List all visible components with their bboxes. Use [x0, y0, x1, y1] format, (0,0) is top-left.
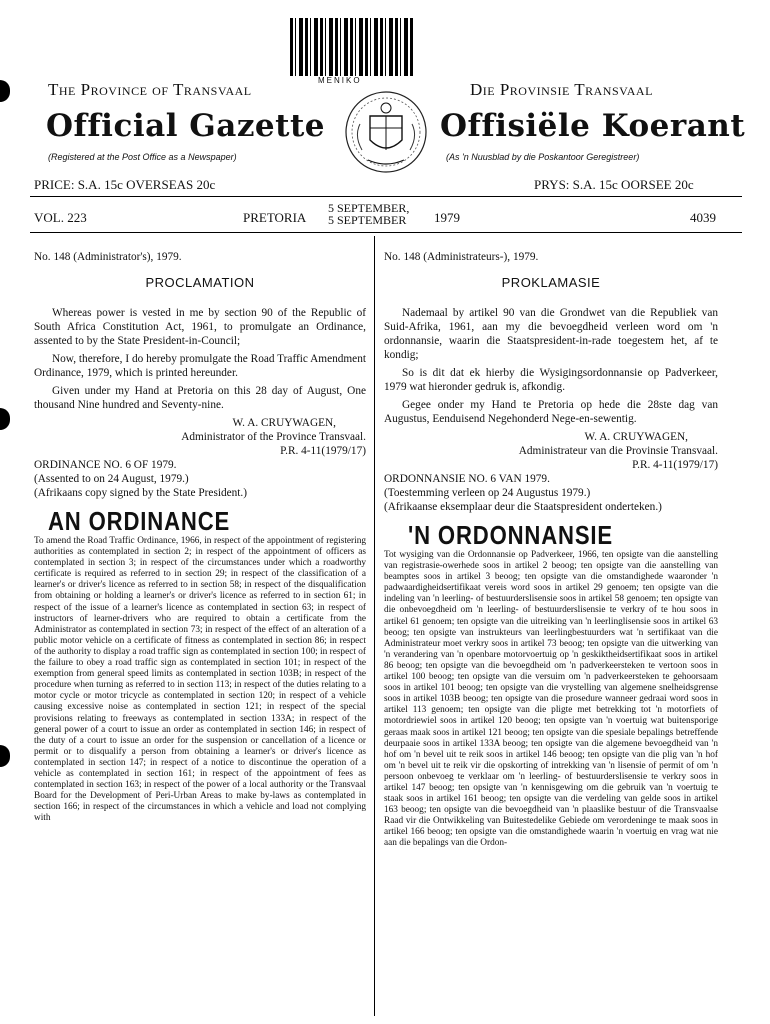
ordinance-title: 'N ORDONNANSIE — [408, 520, 614, 550]
assent-date: (Toestemming verleen op 24 Augustus 1979.) — [384, 487, 591, 499]
ordinance-number: ORDONNANSIE NO. 6 VAN 1979. — [384, 473, 550, 485]
gazette-title-afrikaans: Offisiële Koerant — [440, 108, 746, 144]
place-of-publication: PRETORIA — [243, 210, 307, 225]
price-afrikaans: PRYS: S.A. 15c OORSEE 20c — [534, 177, 694, 192]
proclamation-paragraph: Gegee onder my Hand te Pretoria op hede die 28ste dag van Augustus, Eenduisend Negehonderd Nege-en-sewentig. — [384, 399, 718, 425]
signatory-title: Administrator of the Province Transvaal. — [181, 431, 366, 443]
copy-signed-note: (Afrikaans copy signed by the State President.) — [34, 487, 248, 499]
proclamation-paragraph: Whereas power is vested in me by section 90 of the Republic of South Africa Constitution Act, 1961, to promulgate an Ordinance, assented to by the State President-in-Council; — [34, 307, 366, 347]
left-column-english — [34, 250, 366, 824]
column-divider — [374, 236, 375, 1016]
header-rule-top — [30, 196, 742, 197]
registration-note-afrikaans: (As 'n Nuusblad by die Poskantoor Geregistreer) — [446, 152, 640, 162]
proclamation-paragraph: Now, therefore, I do hereby promulgate the Road Traffic Amendment Ordinance, 1979, which is printed hereunder. — [34, 353, 366, 379]
reference-number: P.R. 4-11(1979/17) — [280, 445, 366, 457]
price-english: PRICE: S.A. 15c OVERSEAS 20c — [34, 177, 216, 192]
punch-hole-mark — [0, 408, 10, 430]
proclamation-heading: PROKLAMASIE — [501, 275, 601, 290]
ordinance-title: AN ORDINANCE — [48, 506, 231, 536]
province-name-afrikaans: Die Provinsie Transvaal — [470, 80, 653, 99]
proclamation-paragraph: Nademaal by artikel 90 van die Grondwet van die Republiek van Suid-Afrika, 1961, aan my die bevoegdheid verleen word om 'n ordonnansie, waarin die Staatspresident-in-rade toegestem het, af te kondig; — [384, 307, 718, 361]
barcode-label: MENIKO — [318, 76, 362, 85]
proclamation-heading: PROCLAMATION — [145, 275, 255, 290]
coat-of-arms-crest — [340, 88, 432, 176]
registration-note-english: (Registered at the Post Office as a Newspaper) — [48, 152, 237, 162]
notice-number: No. 148 (Administrator's), 1979. — [34, 251, 182, 263]
issue-date — [328, 202, 409, 226]
proclamation-paragraph: So is dit dat ek hierby die Wysigingsordonnansie op Padverkeer, 1979 wat hieronder gedruk is, afkondig. — [384, 367, 718, 393]
notice-number: No. 148 (Administrateurs-), 1979. — [384, 251, 539, 263]
copy-signed-note: (Afrikaanse eksemplaar deur die Staatspresident onderteken.) — [384, 501, 662, 513]
punch-hole-mark — [0, 745, 10, 767]
issue-date-afrikaans: 5 SEPTEMBER — [328, 213, 407, 227]
header-rule-bottom — [30, 232, 742, 233]
ordinance-number: ORDINANCE NO. 6 OF 1979. — [34, 459, 177, 471]
issue-date-english: 5 SEPTEMBER, — [328, 201, 410, 215]
ordinance-preamble: Tot wysiging van die Ordonnansie op Padverkeer, 1966, ten opsigte van die aanstelling van registrasie-owerhede soos in artikel 2 beoog; ten opsigte van die aanstelling van beamptes soos in artikel 3 beoog; ten opsigte van die omstandighede waaronder 'n padwaardigheidsertifikaat vereis word soos in artikel 29 genoem; ten opsigte van die indeling van 'n leerling- of bestuurderslisensie soos in artikel 58 genoem; ten opsigte van die onbevoegdheid om 'n leerling- of bestuurderslisensie te verkry of te hou soos in artikel 61 genoem; ten opsigte van die uitreiking van 'n leerlinglisensie soos in artikel 63 beoog; ten opsigte van instrukteurs van leerlingbestuurders wat 'n sertifikaat van die Administrateur moet verkry soos in artikel 73 beoog; ten opsigte van die uitwerking van 'n verandering van 'n openbare motorvoertuig op 'n geskiktheidsertifikaat soos in artikel 86 beoog; ten opsigte van die bevoegdheid om 'n padverkeersteken te vertoon soos in artikel 100 beoog; ten opsigte van die versuim om 'n padverkeersteken te gehoorsaam soos in artikel 101 beoog; ten opsigte van die vrystelling van algemene snelheidsgrense soos in artikel 103B beoog; ten opsigte van die prosedure wanneer gedraai word soos in artikel 113 genoem; ten opsigte van die pligte met betrekking tot 'n motorfiets of motordriewiel soos in artikel 120 beoog; ten opsigte van 'n voertuig wat buitensporige geraas maak soos in artikel 121 beoog; ten opsigte van die spesiale bepalings betreffende deurpaaie soos in artikel 133A beoog; ten opsigte van die algemene bevoegdheid van 'n hof om 'n bevel uit te reik soos in artikel 146 beoog; ten opsigte van die plig van 'n hof om 'n bevel uit te reik vir die opskorting of intrekking van 'n lisensie of permit of om 'n persoon onbevoeg te verklaar om 'n leerling- of bestuurderslisensie te verkry soos in artikel 147 beoog; ten opsigte van 'n kennisgewing om die gebruik van 'n voertuig te staak soos in artikel 161 beoog; ten opsigte van die verdeling van gelde soos in artikel 163 beoog; ten opsigte van die bevoegdheid van 'n plaaslike bestuur of die Transvaalse Raad vir die Ontwikkeling van Buitestedelike Gebiede om verordeninge te maak soos in artikel 166 beoog; ten opsigte van die omstandighede waarin 'n voertuig en vrag wat nie aan die bepalings van die Ordon- — [384, 550, 718, 849]
gazette-title-english: Official Gazette — [46, 108, 326, 144]
proclamation-paragraph: Given under my Hand at Pretoria on this 28 day of August, One thousand Nine hundred and Seventy-nine. — [34, 385, 366, 411]
punch-hole-mark — [0, 80, 10, 102]
signatory-name: W. A. CRUYWAGEN, — [584, 431, 688, 443]
right-column-afrikaans — [384, 250, 718, 850]
volume-number: VOL. 223 — [34, 210, 87, 225]
assent-date: (Assented to on 24 August, 1979.) — [34, 473, 189, 485]
province-name-english: The Province of Transvaal — [48, 80, 252, 99]
issue-year: 1979 — [434, 210, 460, 225]
reference-number: P.R. 4-11(1979/17) — [632, 459, 718, 471]
signatory-name: W. A. CRUYWAGEN, — [232, 417, 336, 429]
gazette-number: 4039 — [690, 210, 716, 225]
ordinance-preamble: To amend the Road Traffic Ordinance, 1966, in respect of the appointment of registering authorities as contemplated in section 2; in respect of the appointment of officers as contemplated in section 3; in respect of the circumstances under which a roadworthy certificate is required as referred to in section 29; in respect of the classification of a learner's or driver's licence as referred to in section 58; in respect of the disqualification from obtaining or holding a learner's or driver's licence as referred to in section 61; in respect of the issue of a learner's licence as contemplated in section 63; in respect of instructors of learner-drivers who are required to obtain a certificate from the Administrator as contemplated in section 73; in respect of the effect of an alteration of a public motor vehicle on a certificate of fitness as contemplated in section 86; in respect of the authority to display a road traffic sign as contemplated in section 100; in respect of the failure to obey a road traffic sign as contemplated in section 101; in respect of the exemption from general speed limits as contemplated in section 103B; in respect of the procedure when turning as referred to in section 113; in respect of the duties relating to a motor cycle or motor tricycle as contemplated in section 120; in respect of a vehicle causing excessive noise as contemplated in section 121; in respect of the special provisions relating to freeways as contemplated in section 133A; in respect of the general power of a court to issue an order as contemplated in section 146; in respect of the duty of a court to issue an order for the suspension or cancellation of a licence or permit or to disqualify a person from obtaining a learner's or driver's licence as contemplated in section 147; in respect of a notice to discontinue the operation of a vehicle as contemplated in section 161; in respect of the appointment of fees as contemplated in section 163; in respect of the power of a local authority or the Transvaal Board for the Development of Peri-Urban Areas to make by-laws as contemplated in section 166; in respect of the circumstances in which a vehicle and load not complying with — [34, 536, 366, 824]
barcode — [290, 18, 414, 76]
signatory-title: Administrateur van die Provinsie Transvaal. — [518, 445, 718, 457]
